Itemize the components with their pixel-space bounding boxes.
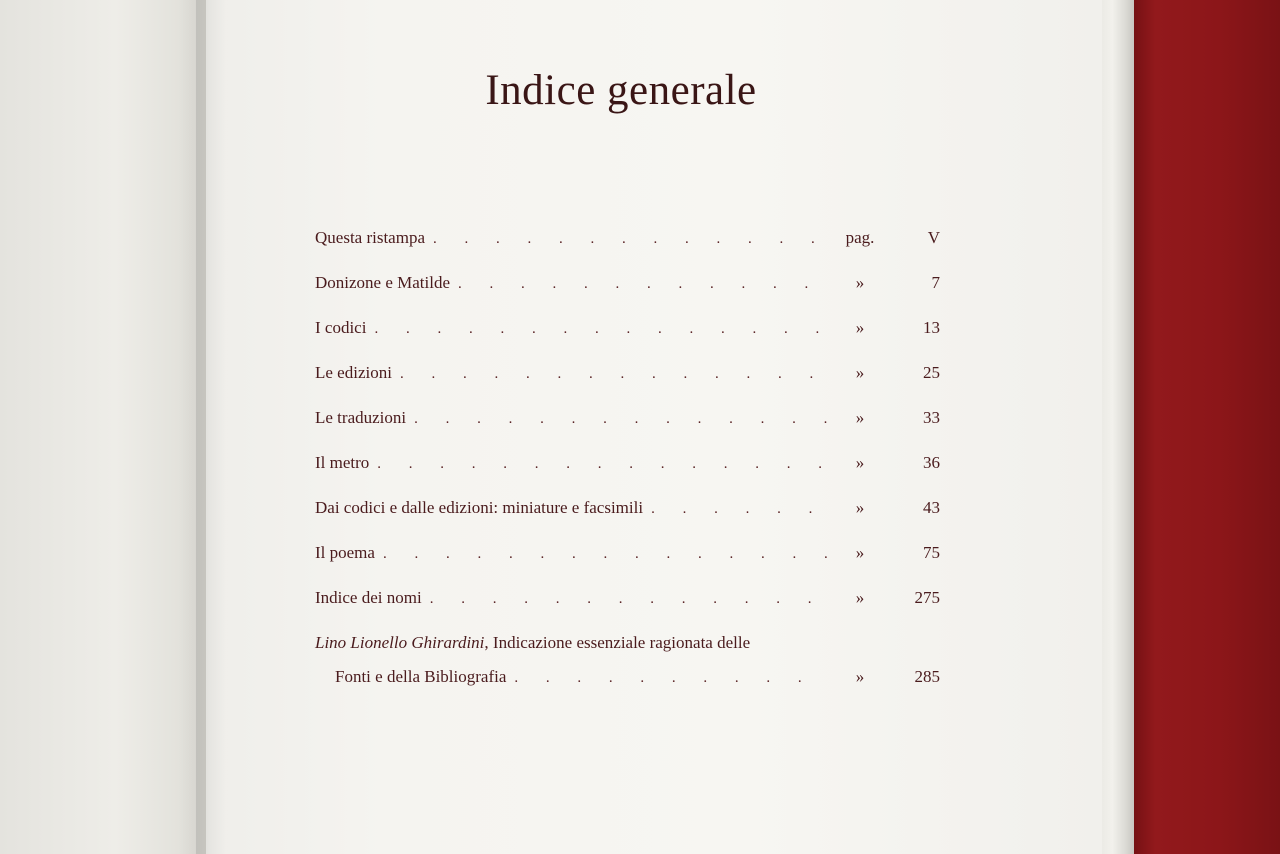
leader-dots [374,321,830,338]
page-number: 13 [923,318,940,337]
page-title: Indice generale [485,67,757,114]
toc-entry-title: Le traduzioni [315,408,407,427]
left-page [0,0,210,854]
book-gutter [196,0,226,854]
toc-entry [315,228,940,273]
leader-dots [414,411,830,428]
page-marker: » [855,543,865,562]
page-number: 285 [914,667,940,686]
page-number: V [927,228,940,247]
toc-entry-title: Le edizioni [315,363,392,382]
toc-entry-title: Questa ristampa [315,228,425,247]
page-number: 33 [923,408,940,427]
toc-entry [315,498,940,543]
page-marker: » [855,273,865,292]
toc-entry [315,588,940,633]
leader-dots [433,231,830,248]
table-of-contents [315,228,940,712]
page-number: 7 [931,273,940,292]
toc-entry-title: Dai codici e dalle edizioni: miniature e facsimili [315,498,644,517]
toc-entry-title: Il poema [315,543,375,562]
page-number: 275 [914,588,940,607]
page-marker: » [855,453,865,472]
page-marker: pag. [845,228,875,247]
toc-entry-continuation [315,667,940,712]
author-name: Lino Lionello Ghirardini [315,633,485,652]
entry-title-rest: , Indicazione essenziale ragionata delle [484,633,751,652]
leader-dots [458,276,830,293]
page-number: 25 [923,363,940,382]
page-number: 43 [923,498,940,517]
page-marker: » [855,318,865,337]
toc-entry-title-line2: Fonti e della Bibliografia [335,667,507,686]
toc-entry [315,453,940,498]
toc-entry [315,318,940,363]
page-marker: » [855,408,865,427]
toc-entry [315,543,940,588]
toc-entry-title: Il metro [315,453,370,472]
toc-entry [315,408,940,453]
toc-entry-multiline [315,633,940,667]
leader-dots [430,591,830,608]
toc-entry-title: I codici [315,318,367,337]
toc-entry-title: Indice dei nomi [315,588,422,607]
page-edges [1098,0,1134,854]
toc-entry [315,363,940,408]
leader-dots [383,546,830,563]
toc-entry [315,273,940,318]
leader-dots [514,670,830,687]
page-marker: » [855,498,865,517]
leader-dots [400,366,830,383]
page-marker: » [855,363,865,382]
page-marker: » [855,588,865,607]
book-cover [1128,0,1280,854]
page-marker: » [855,667,865,686]
leader-dots [377,456,830,473]
leader-dots [651,501,830,518]
toc-entry-title-line1 [315,633,750,653]
page-number: 75 [923,543,940,562]
toc-entry-title: Donizone e Matilde [315,273,451,292]
page-number: 36 [923,453,940,472]
